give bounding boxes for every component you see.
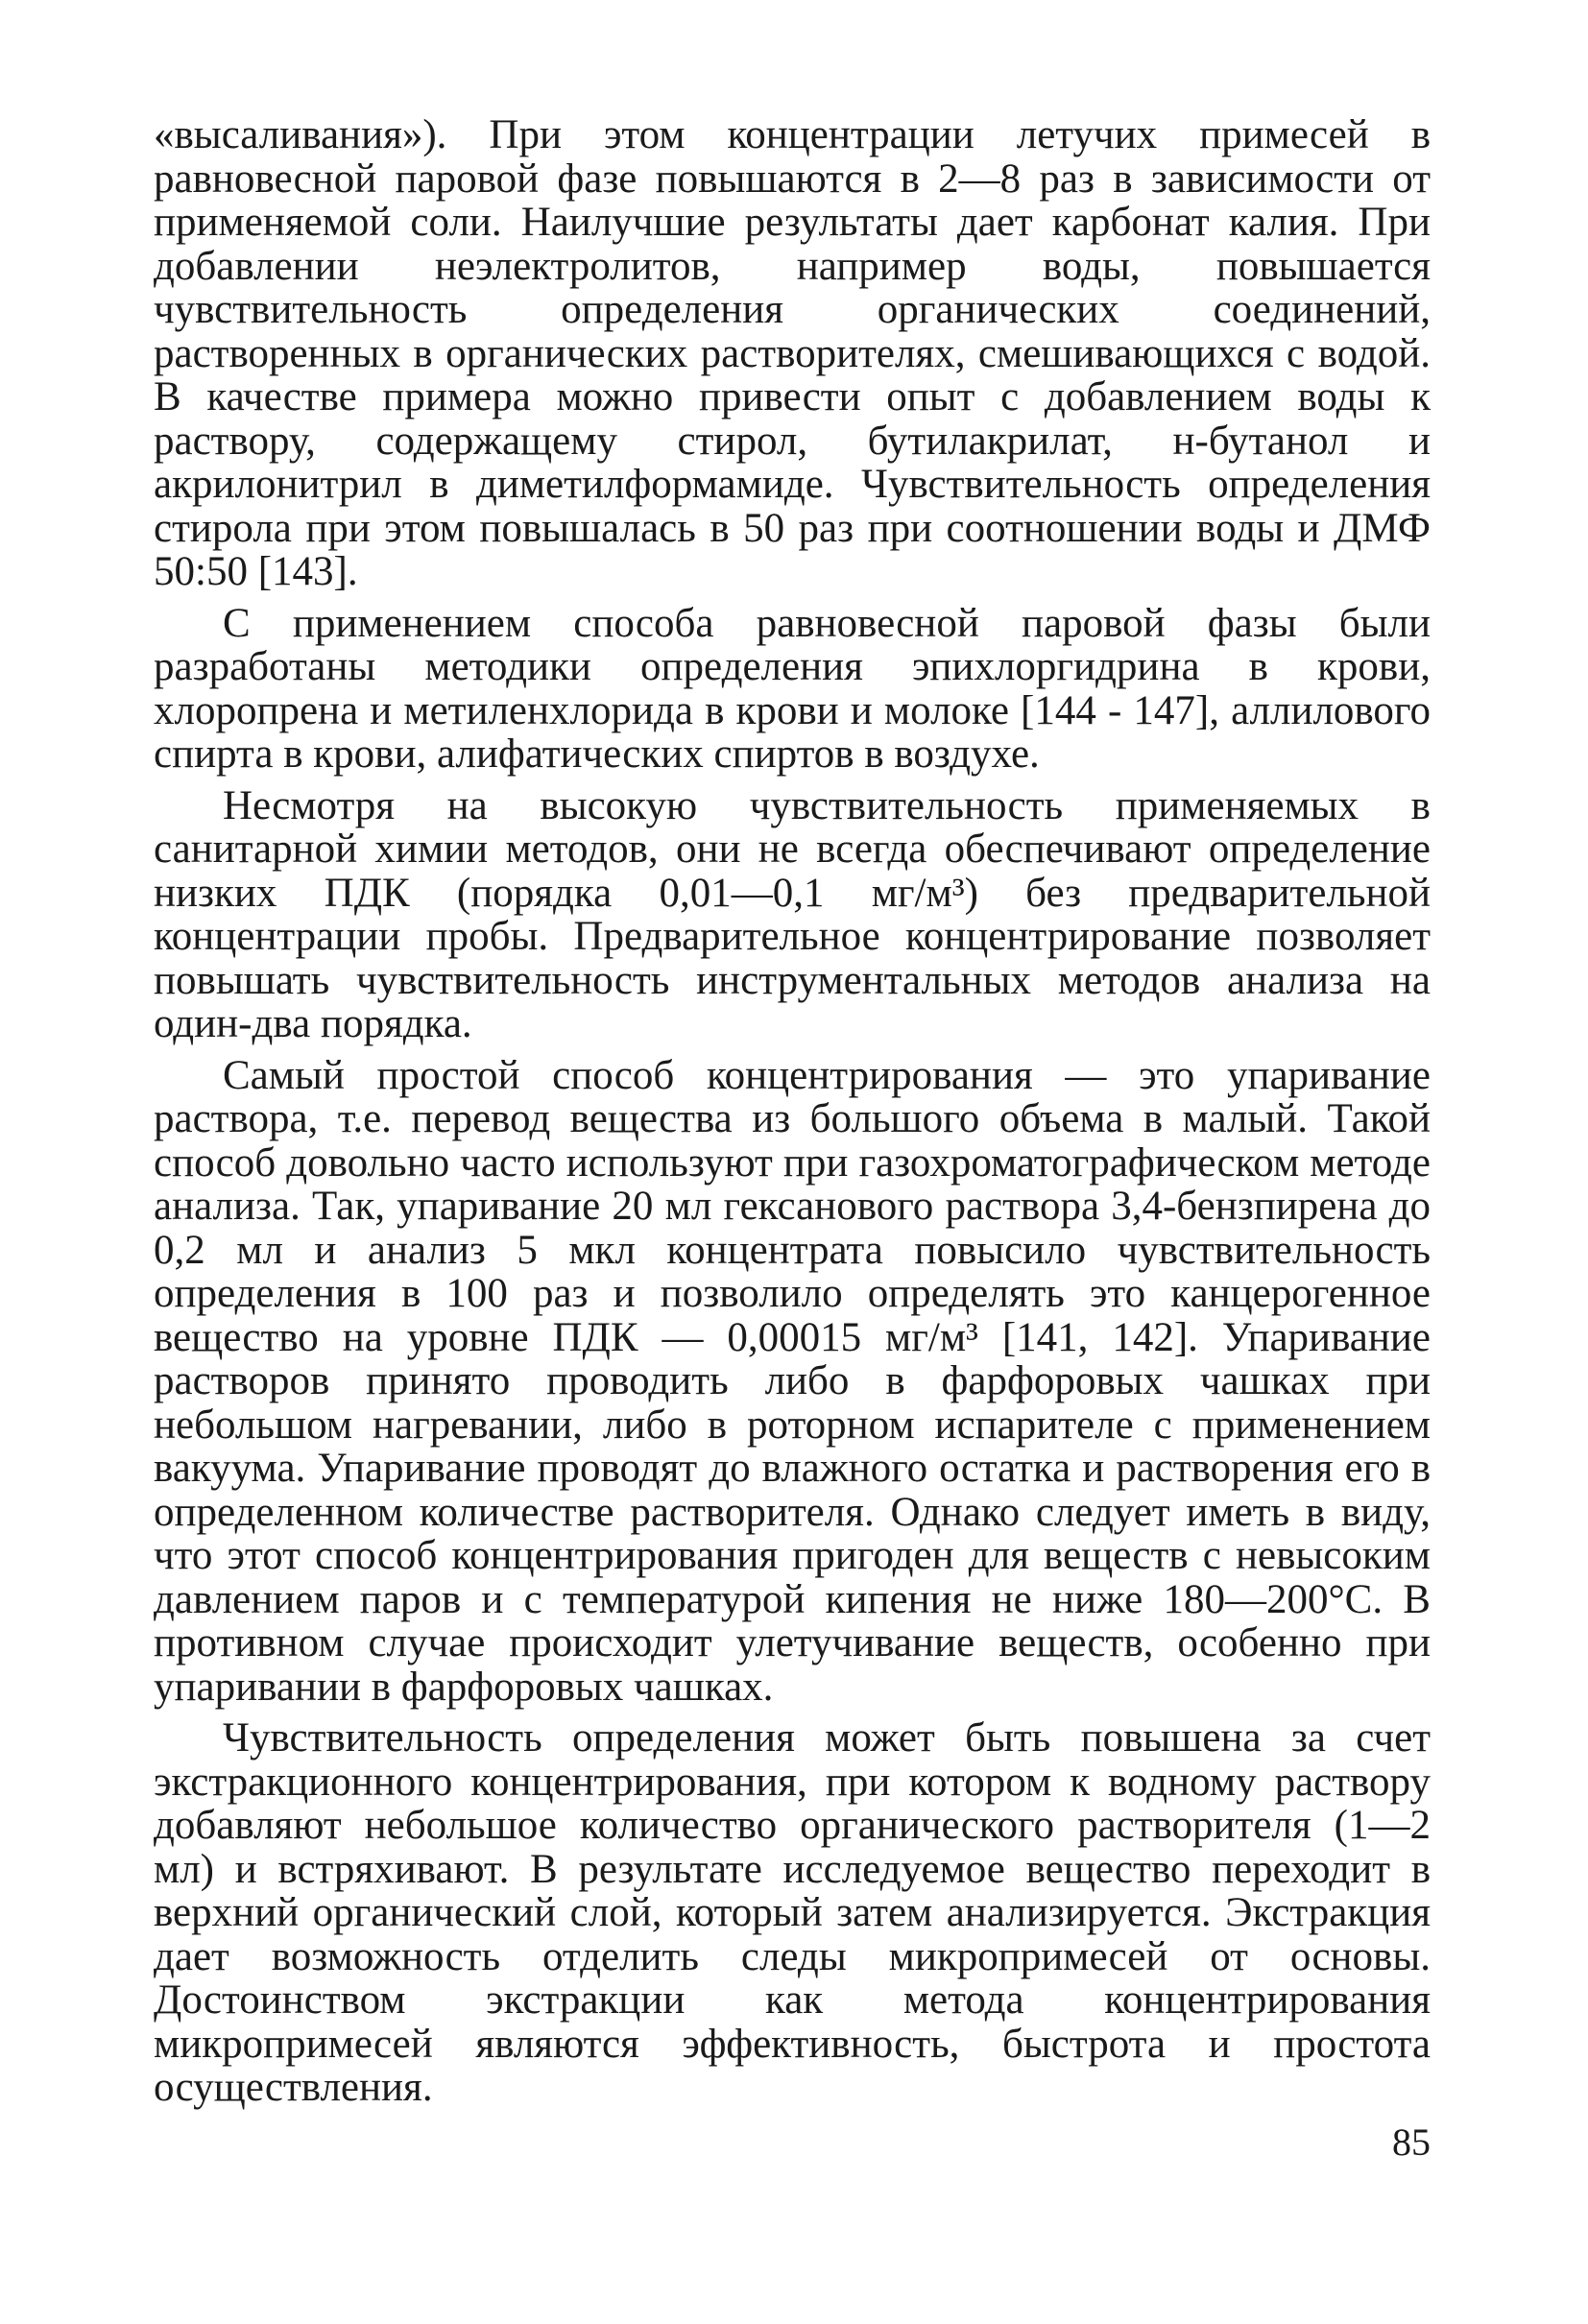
paragraph-sensitivity: Несмотря на высокую чувствительность применяемых в санитарной химии методов, они не всегда обеспечивают определение низких ПДК (порядка 0,01—0,1 мг/м³) без предварительной концентрации пробы. Предварительное концентрирование позволяет повышать чувствительность инструментальных методов анализа на один-два порядка. (154, 782, 1431, 1046)
page-number: 85 (1392, 2120, 1431, 2164)
paragraph-extraction: Чувствительность определения может быть повышена за счет экстракционного концентрирования, при котором к водному раствору добавляют небольшое количество органического растворителя (1—2 мл) и встряхивают. В результате исследуемое вещество переходит в верхний органический слой, который затем анализируется. Экстракция дает возможность отделить следы микропримесей от основы. Достоинством экстракции как метода концентрирования микропримесей являются эффективность, быстрота и простота осуществления. (154, 1715, 1431, 2110)
paragraph-continuation: «высаливания»). При этом концентрации летучих примесей в равновесной паровой фазе повышаются в 2—8 раз в зависимости от применяемой соли. Наилучшие результаты дает карбонат калия. При добавлении неэлектролитов, например воды, повышается чувствительность определения органических соединений, растворенных в органических растворителях, смешивающихся с водой. В качестве примера можно привести опыт с добавлением воды к раствору, содержащему стирол, бутилакрилат, н-бутанол и акрилонитрил в диметилформамиде. Чувствительность определения стирола при этом повышалась в 50 раз при соотношении воды и ДМФ 50:50 [143]. (154, 112, 1431, 594)
paragraph-evaporation: Самый простой способ концентрирования — это упаривание раствора, т.е. перевод вещества из большого объема в малый. Такой способ довольно часто используют при газохроматографическом методе анализа. Так, упаривание 20 мл гексанового раствора 3,4-бензпирена до 0,2 мл и анализ 5 мкл концентрата повысило чувствительность определения в 100 раз и позволило определять это канцерогенное вещество на уровне ПДК — 0,00015 мг/м³ [141, 142]. Упаривание растворов принято проводить либо в фарфоровых чашках при небольшом нагревании, либо в роторном испарителе с применением вакуума. Упаривание проводят до влажного остатка и растворения его в определенном количестве растворителя. Однако следует иметь в виду, что этот способ концентрирования пригоден для веществ с невысоким давлением паров и с температурой кипения не ниже 180—200°С. В противном случае происходит улетучивание веществ, особенно при упаривании в фарфоровых чашках. (154, 1052, 1431, 1710)
paragraph-equilibrium-vapor: С применением способа равновесной паровой фазы были разработаны методики определения эпихлоргидрина в крови, хлоропрена и метиленхлорида в крови и молоке [144 - 147], аллилового спирта в крови, алифатических спиртов в воздухе. (154, 600, 1431, 777)
page-text-body (154, 113, 1431, 2273)
